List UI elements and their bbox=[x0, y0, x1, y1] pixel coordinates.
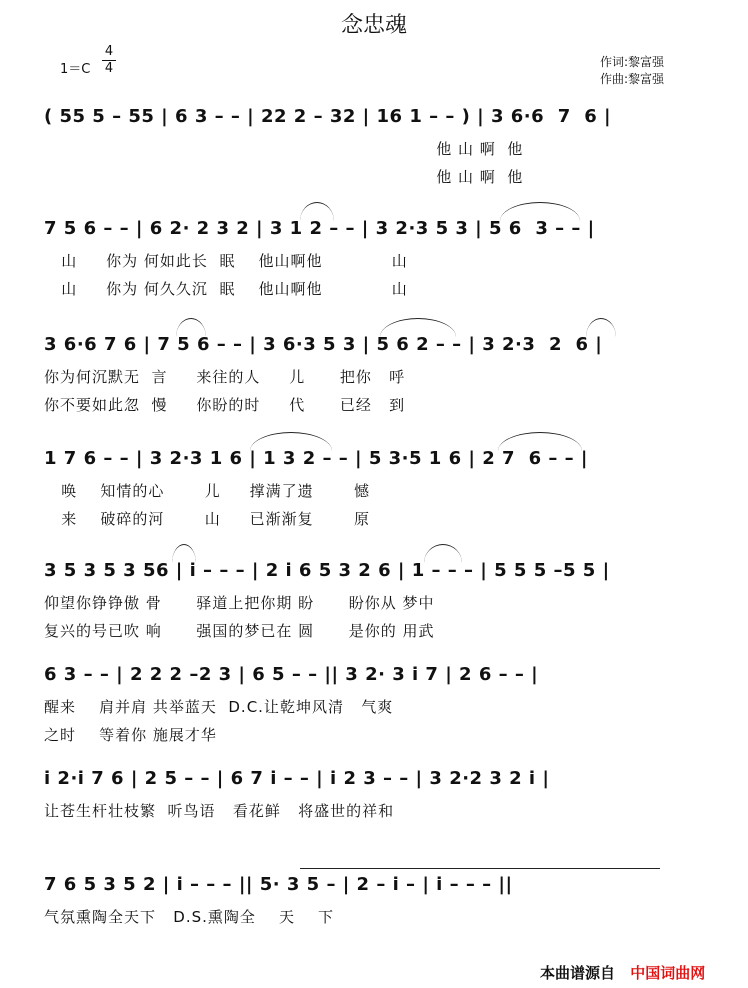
site-link[interactable]: 中国词曲网 bbox=[630, 964, 706, 982]
lyric-verse-1: 气氛熏陶全天下 D.S.熏陶全 天 下 bbox=[44, 908, 335, 926]
notation-line: 3 6·6 7 6 | 7 5 6 – – | 3 6·3 5 3 | 5 6 2 – – | 3 2·3 2 6 | bbox=[44, 334, 603, 355]
time-signature-bottom: 4 bbox=[102, 60, 116, 77]
song-title: 念忠魂 bbox=[340, 13, 407, 38]
time-signature-top: 4 bbox=[104, 44, 114, 59]
lyric-verse-2: 山 你为 何久久沉 眠 他山啊他 山 bbox=[44, 280, 408, 298]
lyric-verse-2: 他 山 啊 他 bbox=[44, 168, 524, 186]
lyric-verse-1: 唤 知情的心 儿 撑满了遗 憾 bbox=[44, 482, 370, 500]
credits bbox=[600, 54, 664, 88]
lyric-verse-1: 醒来 肩并肩 共举蓝天 D.C.让乾坤风清 气爽 bbox=[44, 698, 394, 716]
source-label: 本曲谱源自 bbox=[540, 964, 616, 982]
lyric-verse-2: 之时 等着你 施展才华 bbox=[44, 726, 217, 744]
source-footer bbox=[540, 962, 705, 983]
notation-line: 7 5 6 – – | 6 2· 2 3 2 | 3 1 2 – – | 3 2·3 5 3 | 5 6 3 – – | bbox=[44, 218, 595, 239]
key-signature: 1＝C bbox=[60, 62, 91, 77]
lyric-verse-1: 仰望你铮铮傲 骨 驿道上把你期 盼 盼你从 梦中 bbox=[44, 594, 435, 612]
lyric-verse-1: 山 你为 何如此长 眠 他山啊他 山 bbox=[44, 252, 408, 270]
lyric-verse-1: 他 山 啊 他 bbox=[44, 140, 524, 158]
time-signature bbox=[102, 44, 116, 77]
notation-line: 3 5 3 5 3 56 | i – – – | 2 i 6 5 3 2 6 | 1 – – – | 5 5 5 –5 5 | bbox=[44, 560, 610, 581]
notation-line: 1 7 6 – – | 3 2·3 1 6 | 1 3 2 – – | 5 3·5 1 6 | 2 7 6 – – | bbox=[44, 448, 588, 469]
notation-line: i 2·i 7 6 | 2 5 – – | 6 7 i – – | i 2 3 – – | 3 2·2 3 2 i | bbox=[44, 768, 550, 789]
lyricist: 作词:黎富强 bbox=[600, 55, 665, 69]
lyric-verse-2: 来 破碎的河 山 已渐渐复 原 bbox=[44, 510, 370, 528]
lyric-verse-2: 你不要如此忽 慢 你盼的时 代 已经 到 bbox=[44, 396, 406, 414]
lyric-verse-1: 你为何沉默无 言 来往的人 儿 把你 呼 bbox=[44, 368, 406, 386]
composer: 作曲:黎富强 bbox=[600, 72, 665, 86]
notation-line: 7 6 5 3 5 2 | i – – – || 5· 3 5 – | 2 – i – | i – – – || bbox=[44, 874, 513, 895]
lyric-verse-1: 让苍生杆壮枝繁 听鸟语 看花鲜 将盛世的祥和 bbox=[44, 802, 395, 820]
notation-line: 6 3 – – | 2 2 2 –2 3 | 6 5 – – || 3 2· 3 i 7 | 2 6 – – | bbox=[44, 664, 539, 685]
lyric-verse-2: 复兴的号已吹 响 强国的梦已在 圆 是你的 用武 bbox=[44, 622, 435, 640]
notation-line: ( 55 5 – 55 | 6 3 – – | 22 2 – 32 | 16 1 – – ) | 3 6·6 7 6 | bbox=[44, 106, 612, 127]
